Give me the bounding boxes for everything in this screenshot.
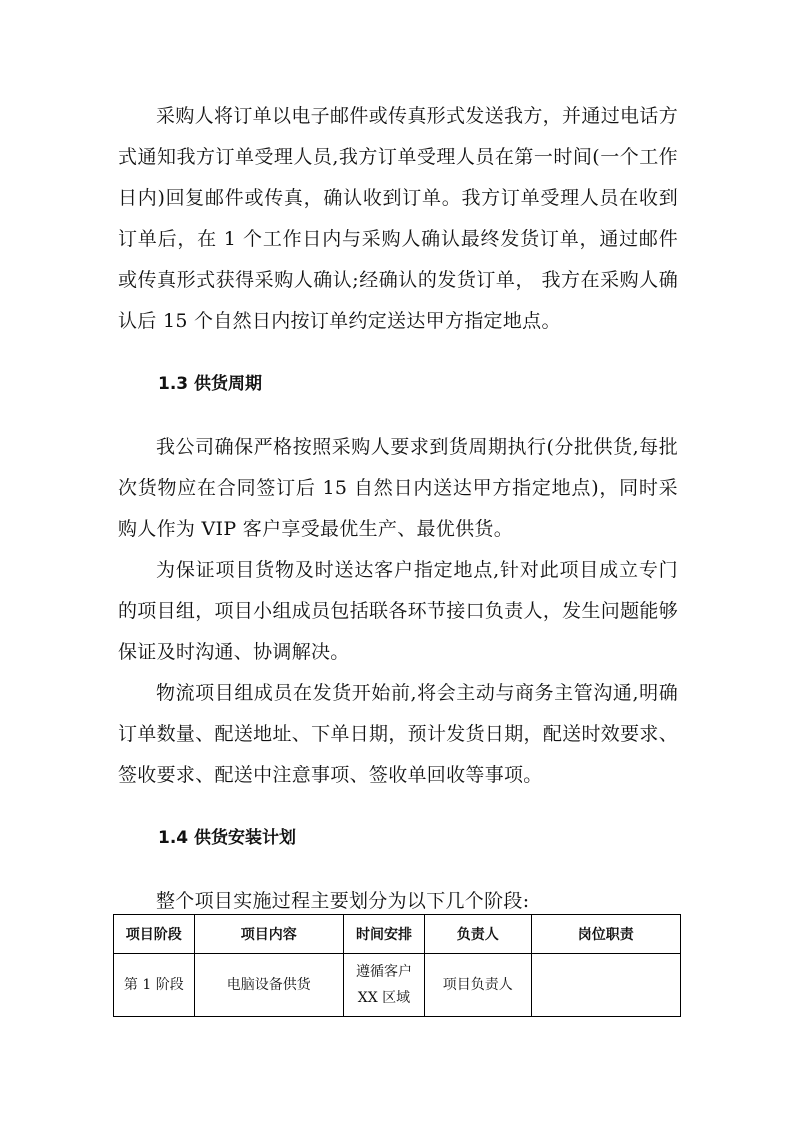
spacer <box>118 796 678 818</box>
cell-content: 电脑设备供货 <box>194 954 343 1017</box>
paragraph-order-process: 采购人将订单以电子邮件或传真形式发送我方，并通过电话方式通知我方订单受理人员,我方订单受理人员在第一时间(一个工作日内)回复邮件或传真，确认收到订单。我方订单受理人员在收到订单后，在 1 个工作日内与采购人确认最终发货订单，通过邮件或传真形式获得采购人确认;经确认的发货订单， 我方在采购人确认后 15 个自然日内按订单约定送达甲方指定地点。 <box>118 105 678 332</box>
project-phase-table <box>113 914 681 1017</box>
heading-supply-cycle: 1.3 供货周期 <box>158 374 263 394</box>
cell-stage: 第 1 阶段 <box>114 954 195 1017</box>
column-header-content: 项目内容 <box>194 915 343 954</box>
document-page <box>118 96 678 922</box>
spacer <box>118 405 678 427</box>
paragraph-phases-intro: 整个项目实施过程主要划分为以下几个阶段: <box>156 890 530 912</box>
spacer <box>118 342 678 364</box>
table-row <box>114 954 681 1017</box>
cell-time-line1: 遵循客户 <box>355 964 412 980</box>
column-header-owner: 负责人 <box>424 915 531 954</box>
paragraph-logistics: 物流项目组成员在发货开始前,将会主动与商务主管沟通,明确订单数量、配送地址、下单日期，预计发货日期，配送时效要求、签收要求、配送中注意事项、签收单回收等事项。 <box>118 682 678 786</box>
cell-owner: 项目负责人 <box>424 954 531 1017</box>
column-header-stage: 项目阶段 <box>114 915 195 954</box>
column-header-time: 时间安排 <box>343 915 424 954</box>
paragraph-project-team: 为保证项目货物及时送达客户指定地点,针对此项目成立专门的项目组，项目小组成员包括联各环节接口负责人，发生问题能够保证及时沟通、协调解决。 <box>118 559 678 663</box>
cell-time-line2: XX 区域 <box>357 990 411 1006</box>
table-header-row <box>114 915 681 954</box>
heading-installation-plan: 1.4 供货安装计划 <box>158 828 297 848</box>
spacer <box>118 859 678 881</box>
paragraph-delivery-cycle: 我公司确保严格按照采购人要求到货周期执行(分批供货,每批次货物应在合同签订后 15 自然日内送达甲方指定地点)，同时采购人作为 VIP 客户享受最优生产、最优供货。 <box>118 436 678 540</box>
column-header-duty: 岗位职责 <box>531 915 680 954</box>
cell-time <box>343 954 424 1017</box>
cell-duty <box>531 954 680 1017</box>
